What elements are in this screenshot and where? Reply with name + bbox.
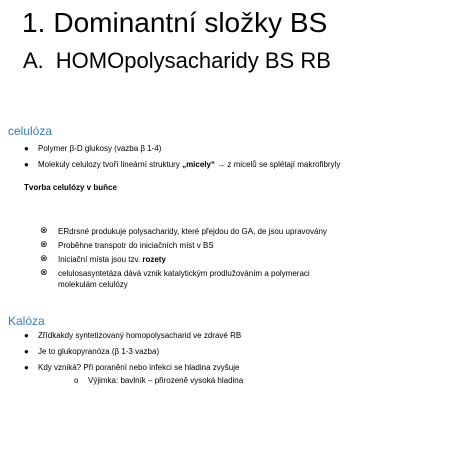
bullet-icon: ● xyxy=(24,363,29,372)
step-text-line2: molekulám celulózy xyxy=(58,280,128,289)
title-text: Dominantní složky BS xyxy=(53,7,328,38)
list-item xyxy=(22,143,442,154)
bullet-text: Zřídkakdy syntetizovaný homopolysacharid ve zdravé RB xyxy=(38,331,242,340)
sub-bullet-text: Výjimka: bavlník – přirozeně vysoká hladina xyxy=(88,376,244,385)
hollow-bullet-icon: o xyxy=(74,376,79,385)
slide-title xyxy=(22,6,327,40)
step-text-prefix: Iniciační místa jsou tzv. xyxy=(58,255,143,264)
list-item xyxy=(22,159,442,170)
bullet-icon: ● xyxy=(24,144,29,153)
step-text-bold: rozety xyxy=(142,255,166,264)
kaloza-heading: Kalóza xyxy=(8,314,45,328)
title-number: 1. xyxy=(22,7,46,38)
circled-times-icon: ⊗ xyxy=(40,225,48,235)
bullet-icon: ● xyxy=(24,160,29,169)
list-item xyxy=(40,226,445,237)
kaloza-sub-bullet xyxy=(74,375,243,386)
list-item xyxy=(22,346,442,357)
circled-times-icon: ⊗ xyxy=(40,253,48,263)
bullet-text: Je to glukopyranóza (β 1-3 vazba) xyxy=(38,347,160,356)
bullet-icon: ● xyxy=(24,347,29,356)
slide-subtitle xyxy=(23,46,331,76)
bullet-text: Kdy vzniká? Při poranění nebo infekci se hladina zvyšuje xyxy=(38,363,240,372)
subtitle-letter: A. xyxy=(23,48,44,73)
cellulose-heading: celulóza xyxy=(8,124,53,138)
list-item xyxy=(22,362,442,373)
kaloza-bullet-list xyxy=(22,330,442,378)
bullet-text-prefix: Molekuly celulozy tvoří lineární struktury xyxy=(38,160,183,169)
list-item xyxy=(40,254,445,265)
formation-heading: Tvorba celulózy v buňce xyxy=(24,183,117,192)
circled-times-icon: ⊗ xyxy=(40,267,48,277)
list-item xyxy=(40,240,445,251)
cellulose-bullet-list xyxy=(22,143,442,175)
formation-steps-list xyxy=(40,226,445,293)
step-text: ERdrsné produkuje polysacharidy, které přejdou do GA, de jsou upravovány xyxy=(58,227,327,236)
subtitle-text: HOMOpolysacharidy BS RB xyxy=(55,48,331,73)
circled-times-icon: ⊗ xyxy=(40,239,48,249)
bullet-text-suffix: → z micelů se splétají makrofibryly xyxy=(214,160,341,169)
bullet-text-bold: „micely“ xyxy=(182,160,215,169)
list-item xyxy=(22,330,442,341)
list-item xyxy=(40,268,445,290)
bullet-icon: ● xyxy=(24,331,29,340)
step-text: Proběhne transpotr do iniciačních míst v BS xyxy=(58,241,214,250)
step-text-line1: celulosasyntetáza dává vznik katalytickým prodlužováním a polymeraci xyxy=(58,269,310,278)
bullet-text: Polymer β-D glukosy (vazba β 1-4) xyxy=(38,144,162,153)
